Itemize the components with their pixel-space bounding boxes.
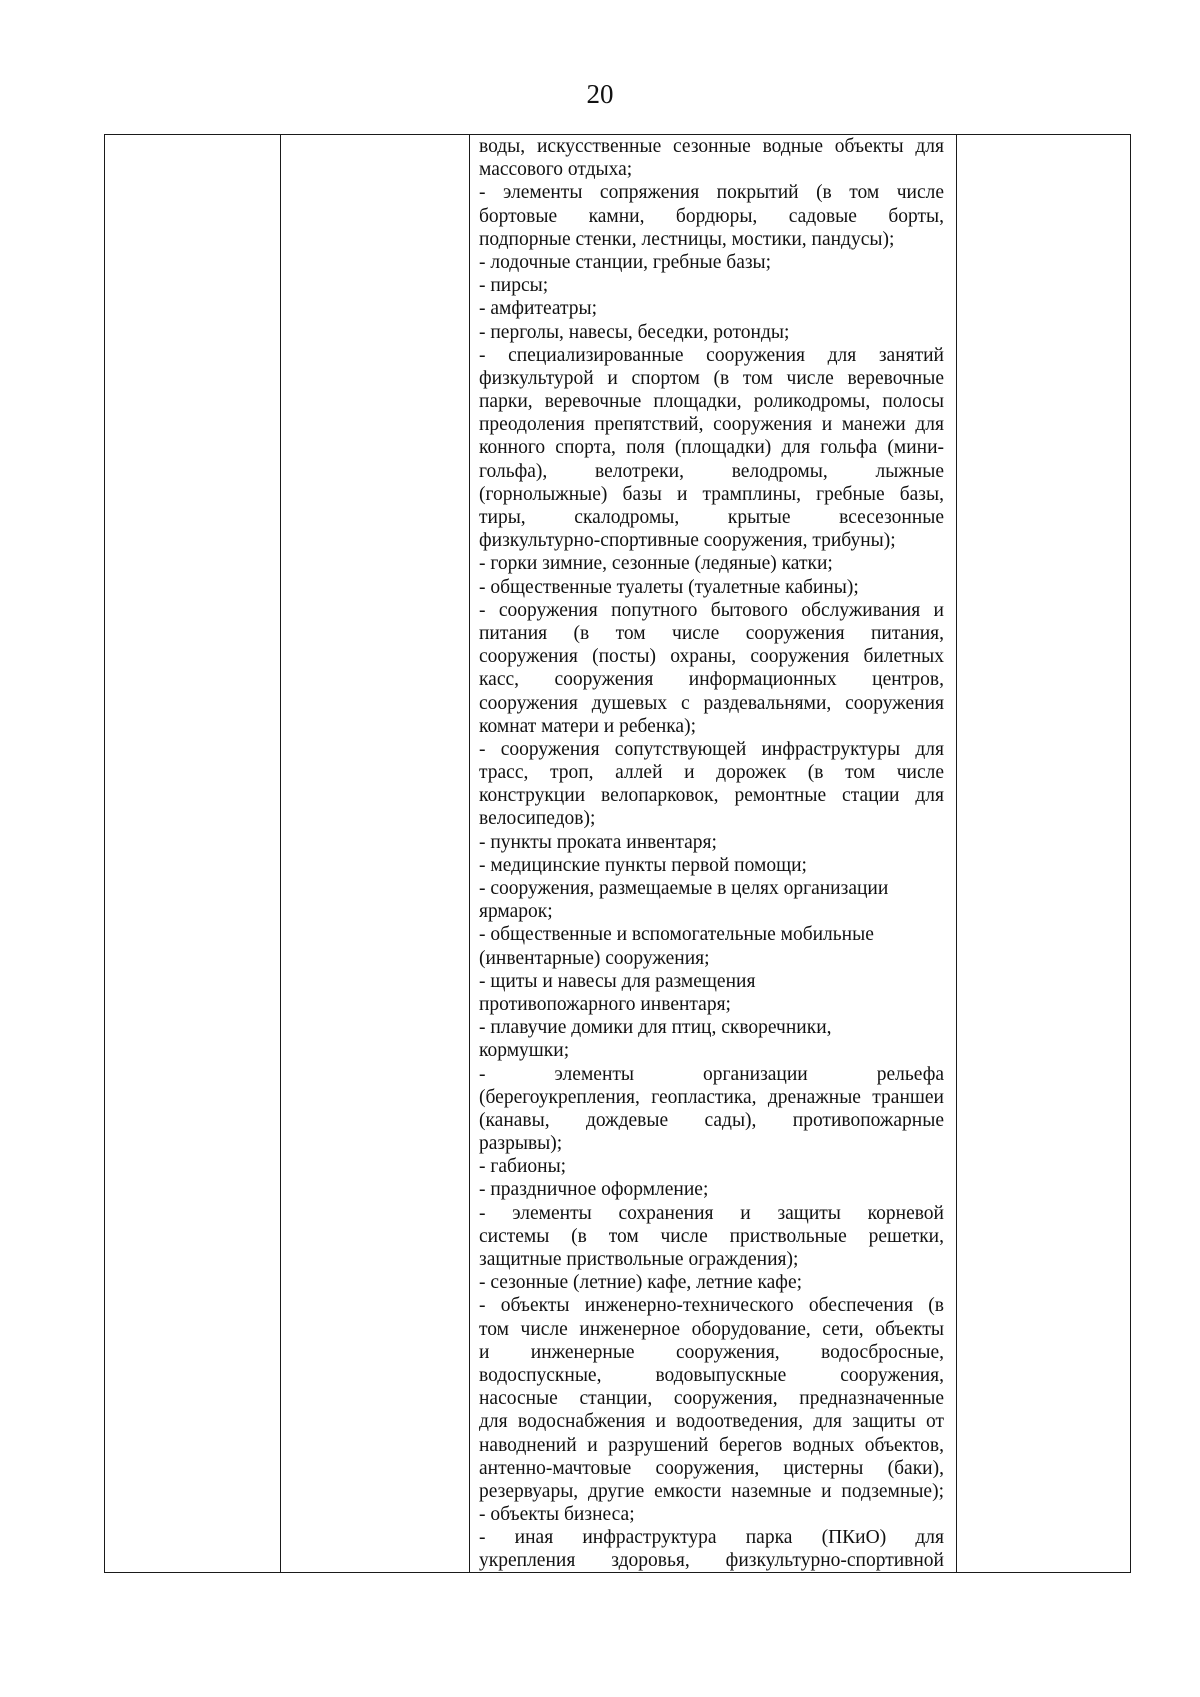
content-line: укрепления здоровья, физкультурно-спортивной xyxy=(479,1550,944,1572)
content-line: физкультурно-спортивные сооружения, трибуны); xyxy=(479,530,896,552)
content-line: насосные станции, сооружения, предназначенные xyxy=(479,1388,944,1410)
content-line: массового отдыха; xyxy=(479,159,633,181)
content-line: - общественные и вспомогательные мобильные xyxy=(479,924,874,946)
content-line: резервуары, другие емкости наземные и подземные); xyxy=(479,1480,944,1502)
content-line: наводнений и разрушений берегов водных объектов, xyxy=(479,1434,944,1456)
content-line: - праздничное оформление; xyxy=(479,1179,709,1201)
content-line: - объекты бизнеса; xyxy=(479,1504,635,1526)
content-line: - медицинские пункты первой помощи; xyxy=(479,854,807,876)
content-line: трасс, троп, аллей и дорожек (в том числе xyxy=(479,762,944,784)
content-line: - перголы, навесы, беседки, ротонды; xyxy=(479,321,790,343)
content-line: и инженерные сооружения, водосбросные, xyxy=(479,1341,944,1363)
content-line: - общественные туалеты (туалетные кабины); xyxy=(479,576,859,598)
content-line: (горнолыжные) базы и трамплины, гребные базы, xyxy=(479,483,944,505)
content-line: сооружения (посты) охраны, сооружения билетных xyxy=(479,646,944,668)
content-line: комнат матери и ребенка); xyxy=(479,715,696,737)
content-line: физкультурой и спортом (в том числе веревочные xyxy=(479,367,944,389)
content-line: - элементы сохранения и защиты корневой xyxy=(479,1202,944,1224)
content-line: парки, веревочные площадки, роликодромы, полосы xyxy=(479,391,944,413)
content-line: водоспускные, водовыпускные сооружения, xyxy=(479,1364,944,1386)
content-line: кормушки; xyxy=(479,1040,570,1062)
content-line: - элементы сопряжения покрытий (в том числе xyxy=(479,182,944,204)
content-line: - амфитеатры; xyxy=(479,298,598,320)
content-line: подпорные стенки, лестницы, мостики, пандусы); xyxy=(479,228,895,250)
content-line: защитные приствольные ограждения); xyxy=(479,1249,799,1270)
content-line: - иная инфраструктура парка (ПКиО) для xyxy=(479,1527,944,1549)
content-line: воды, искусственные сезонные водные объекты для xyxy=(479,136,944,157)
content-line: конструкции велопарковок, ремонтные стации для xyxy=(479,785,944,807)
content-line: - габионы; xyxy=(479,1156,567,1178)
content-line: тиры, скалодромы, крытые всесезонные xyxy=(479,507,944,528)
content-line: преодоления препятствий, сооружения и манежи для xyxy=(479,414,944,436)
content-line: бортовые камни, бордюры, садовые борты, xyxy=(479,205,944,227)
content-line: - горки зимние, сезонные (ледяные) катки; xyxy=(479,553,833,575)
content-line: сооружения душевых с раздевальнями, сооружения xyxy=(479,692,944,714)
content-line: - сооружения попутного бытового обслуживания и xyxy=(479,599,944,621)
content-line: системы (в том числе приствольные решетки, xyxy=(479,1225,944,1247)
content-line: - сооружения сопутствующей инфраструктуры для xyxy=(479,738,944,760)
column-divider-1 xyxy=(280,135,281,1572)
content-line: питания (в том числе сооружения питания, xyxy=(479,622,944,644)
content-line: (канавы, дождевые сады), противопожарные xyxy=(479,1109,944,1131)
content-line: гольфа), велотреки, велодромы, лыжные xyxy=(479,460,944,482)
content-line: - объекты инженерно-технического обеспечения (в xyxy=(479,1295,944,1317)
content-line: разрывы); xyxy=(479,1133,563,1155)
content-line: - пункты проката инвентаря; xyxy=(479,831,717,853)
content-line: для водоснабжения и водоотведения, для защиты от xyxy=(479,1411,944,1433)
content-line: - элементы организации рельефа xyxy=(479,1063,944,1085)
column-divider-3 xyxy=(956,135,957,1572)
content-line: - пирсы; xyxy=(479,275,549,297)
content-line: антенно-мачтовые сооружения, цистерны (баки), xyxy=(479,1457,944,1479)
content-line: велосипедов); xyxy=(479,808,596,830)
document-table xyxy=(104,134,1131,1573)
content-line: - щиты и навесы для размещения xyxy=(479,970,756,992)
content-line: том числе инженерное оборудование, сети, объекты xyxy=(479,1318,944,1340)
page-number: 20 xyxy=(586,79,614,109)
content-line: (инвентарные) сооружения; xyxy=(479,947,710,969)
content-line: (берегоукрепления, геопластика, дренажные траншеи xyxy=(479,1086,944,1108)
content-line: - лодочные станции, гребные базы; xyxy=(479,251,772,273)
content-line: - сезонные (летние) кафе, летние кафе; xyxy=(479,1272,803,1294)
content-line: противопожарного инвентаря; xyxy=(479,993,731,1015)
content-line: - специализированные сооружения для занятий xyxy=(479,344,944,366)
content-line: ярмарок; xyxy=(479,901,553,923)
content-line: - плавучие домики для птиц, скворечники, xyxy=(479,1017,832,1039)
content-line: касс, сооружения информационных центров, xyxy=(479,669,944,691)
content-line: конного спорта, поля (площадки) для гольфа (мини- xyxy=(479,437,944,459)
content-cell xyxy=(470,135,956,1572)
content-line: - сооружения, размещаемые в целях организации xyxy=(479,878,889,899)
